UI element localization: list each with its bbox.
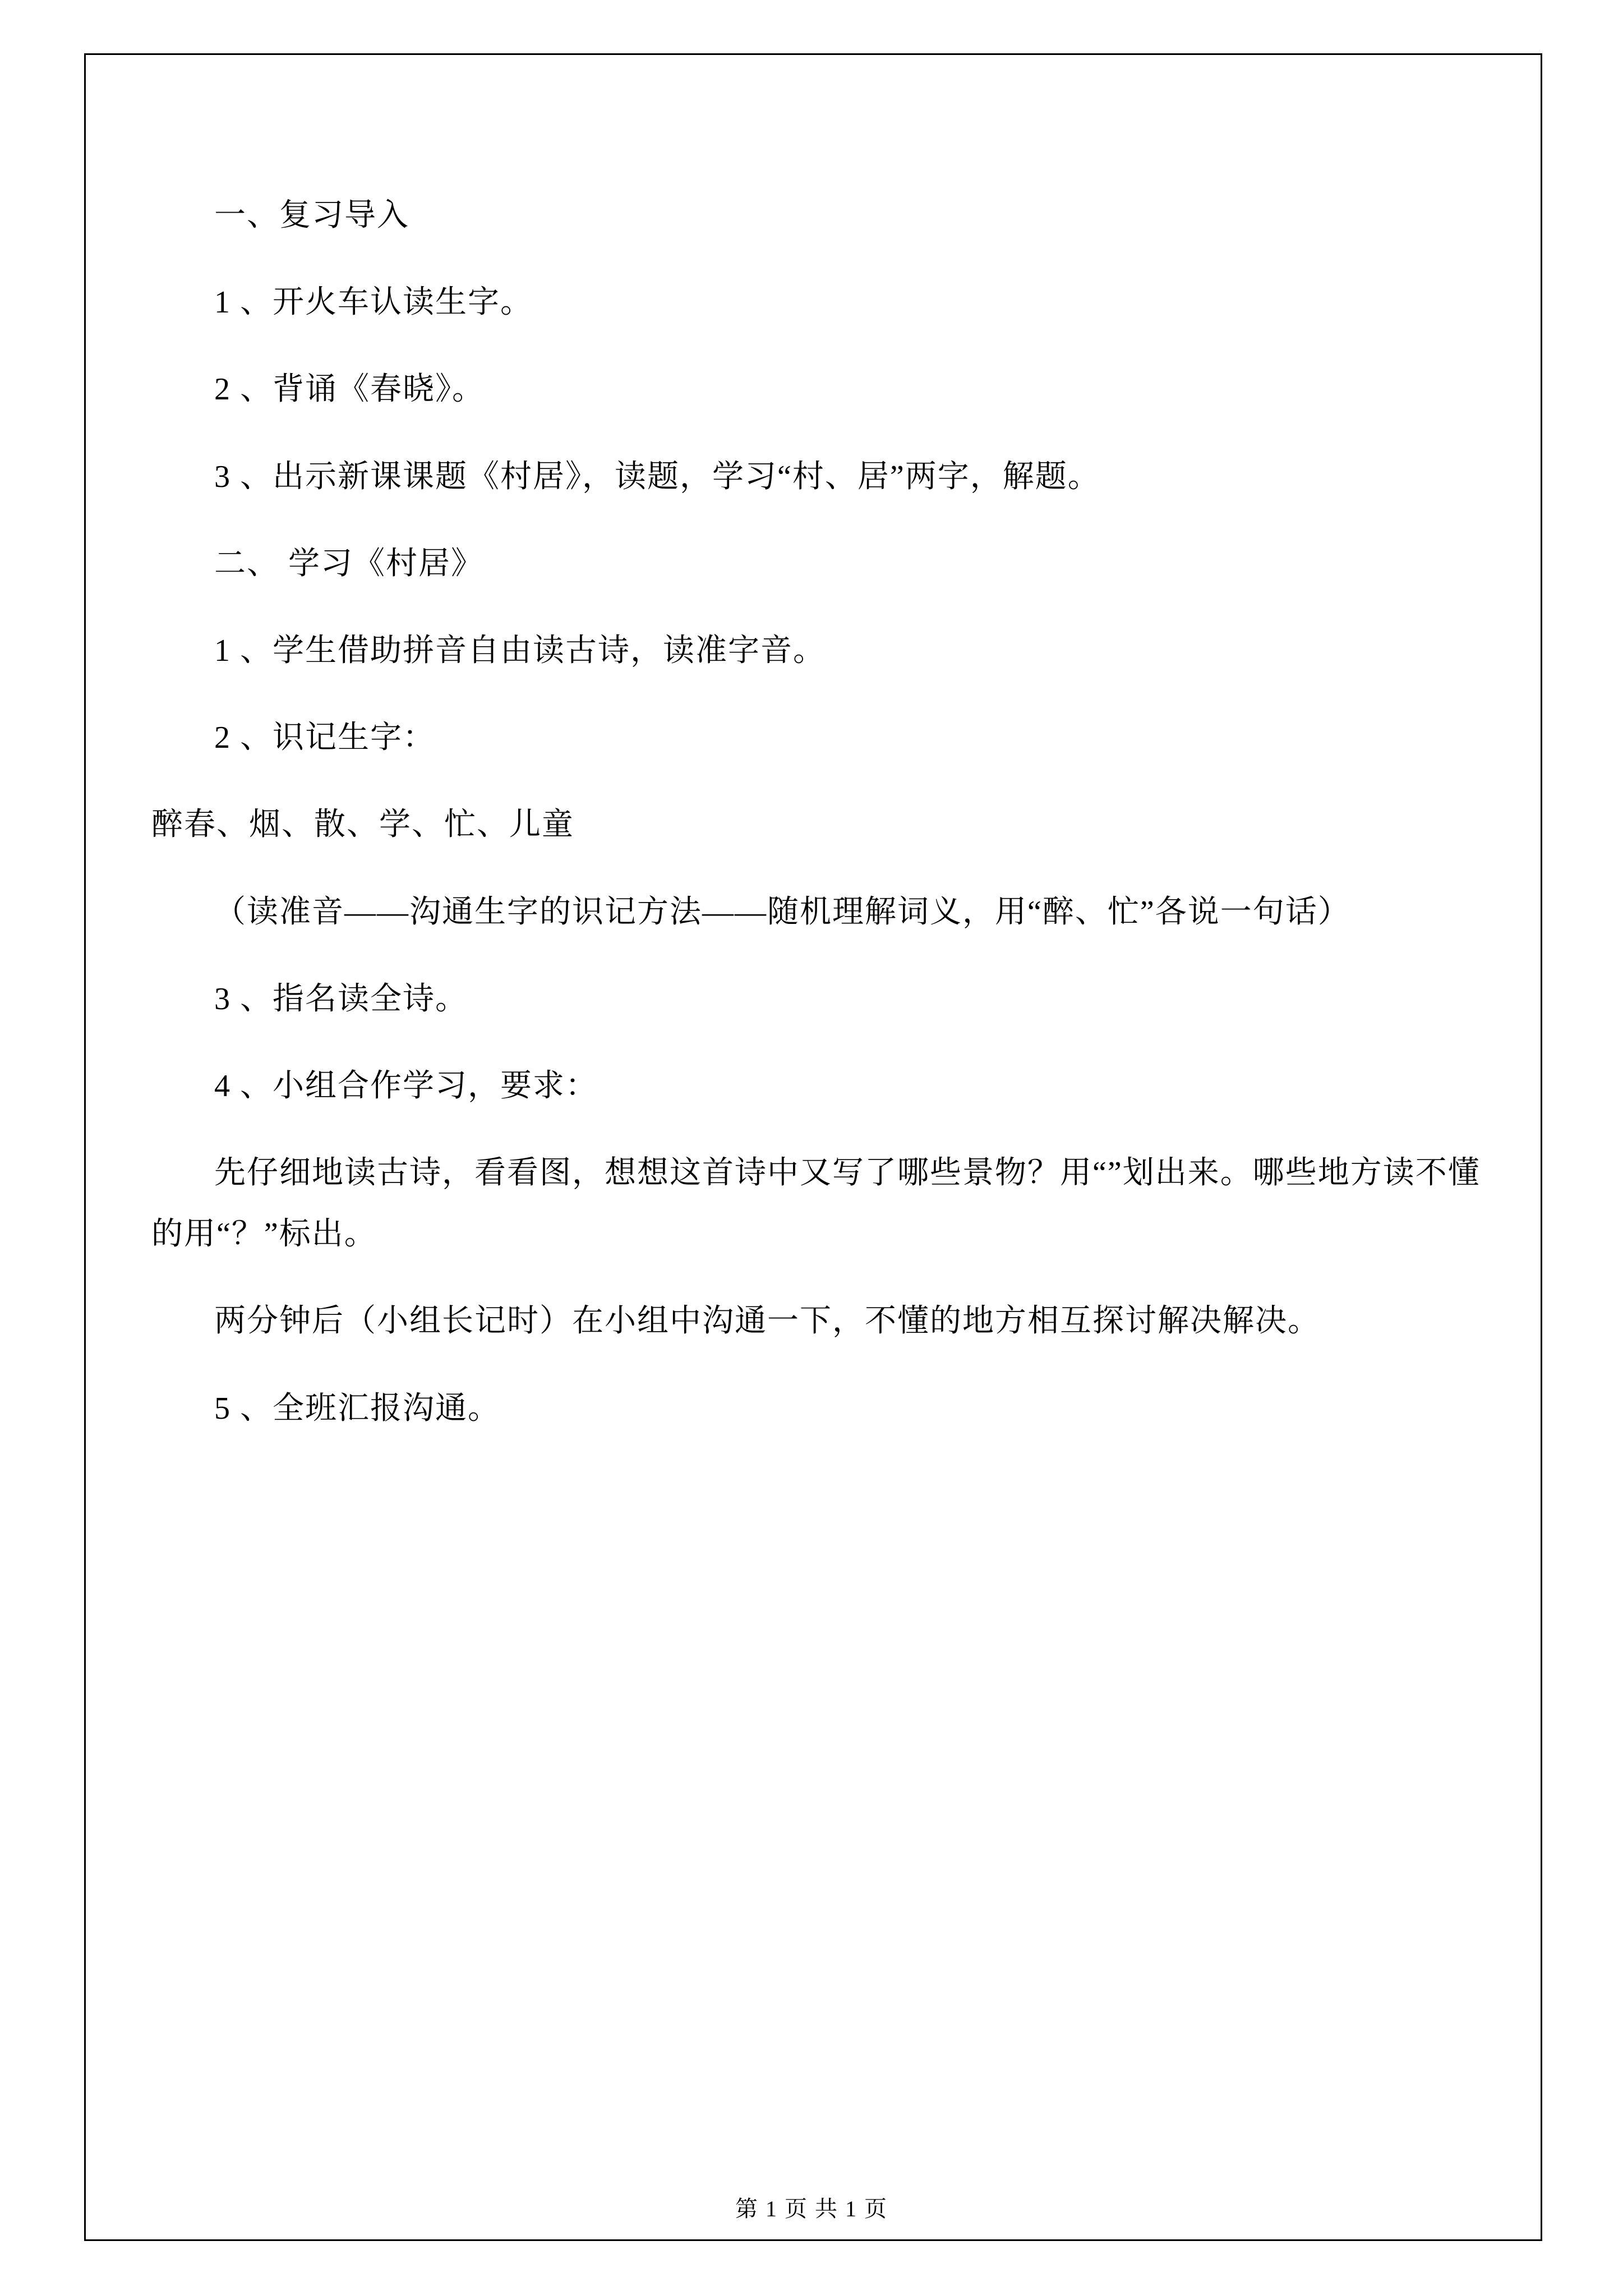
paragraph-group-instruction-2: 两分钟后（小组长记时）在小组中沟通一下，不懂的地方相互探讨解决解决。 (214, 1304, 1320, 1339)
paragraph-item-1-3: 3 、出示新课课题《村居》，读题，学习“村、居”两字，解题。 (214, 459, 1100, 494)
paragraph-item-2-1: 1 、学生借助拼音自由读古诗，读准字音。 (214, 633, 826, 668)
page-footer: 第 1 页 共 1 页 (735, 2196, 888, 2221)
paragraph-item-2-3: 3 、指名读全诗。 (214, 981, 468, 1016)
paragraph-item-1-2: 2 、背诵《春晓》。 (214, 372, 485, 407)
paragraph-item-1-1: 1 、开火车认读生字。 (214, 285, 533, 320)
paragraph-item-2-5: 5 、全班汇报沟通。 (214, 1391, 500, 1426)
paragraph-character-list: 醉春、烟、散、学、忙、儿童 (151, 807, 574, 843)
paragraph-item-2-2: 2 、识记生字： (214, 720, 435, 756)
document-body (151, 185, 1481, 1465)
paragraph-section-2-heading: 二、 学习《村居》 (214, 546, 483, 581)
paragraph-section-1-heading: 一、复习导入 (214, 198, 409, 233)
paragraph-item-2-4: 4 、小组合作学习，要求： (214, 1068, 598, 1103)
paragraph-group-instruction-1: 先仔细地读古诗，看看图，想想这首诗中又写了哪些景物？用“”划出来。哪些地方读不懂的用“？”标出。 (151, 1156, 1481, 1252)
paragraph-note-parenthetical: （读准音——沟通生字的识记方法——随机理解词义，用“醉、忙”各说一句话） (214, 894, 1350, 930)
